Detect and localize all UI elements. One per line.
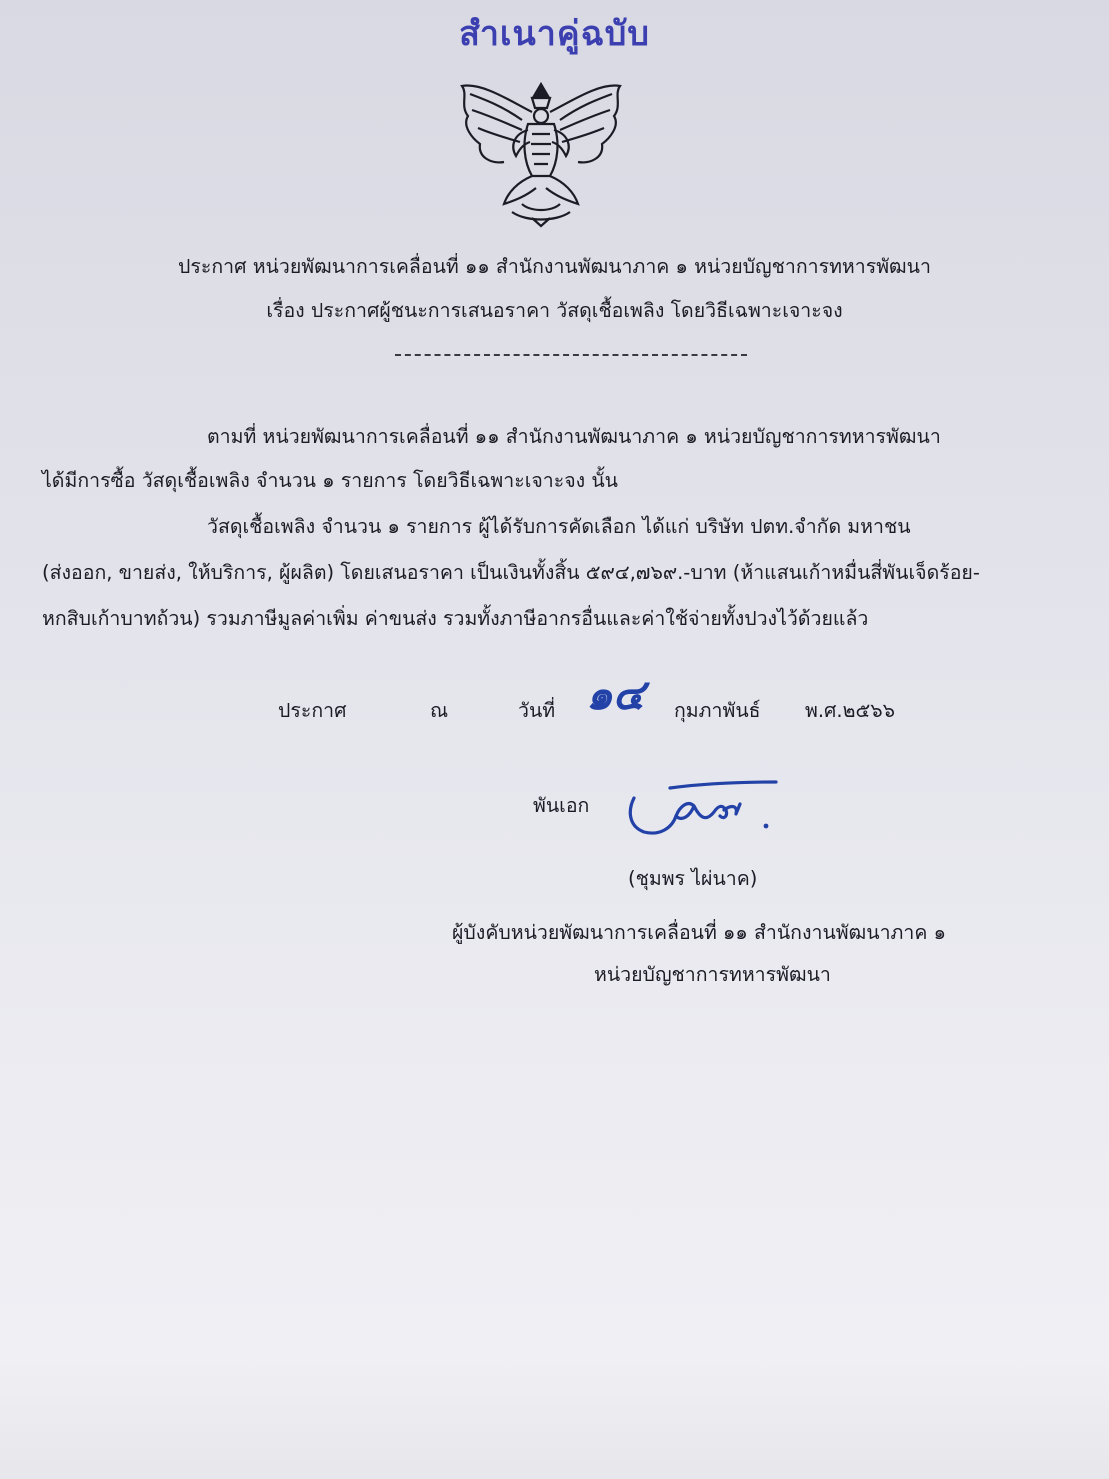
- signer-rank: พันเอก: [533, 794, 590, 817]
- date-day-label: วันที่: [518, 699, 556, 722]
- signer-position-line-1: ผู้บังคับหน่วยพัฒนาการเคลื่อนที่ ๑๑ สำนักงานพัฒนาภาค ๑: [452, 921, 946, 944]
- date-day-handwritten: ๑๔: [586, 670, 645, 719]
- signer-position-line-2: หน่วยบัญชาการทหารพัฒนา: [594, 963, 831, 986]
- divider-line: [395, 354, 747, 356]
- handwritten-signature-icon: [620, 776, 790, 846]
- garuda-emblem-icon: [452, 72, 630, 228]
- header-line-1: ประกาศ หน่วยพัฒนาการเคลื่อนที่ ๑๑ สำนักงานพัฒนาภาค ๑ หน่วยบัญชาการทหารพัฒนา: [178, 255, 931, 278]
- date-month: กุมภาพันธ์: [674, 699, 761, 722]
- body-paragraph-1-line-2: ได้มีการซื้อ วัสดุเชื้อเพลิง จำนวน ๑ รายการ โดยวิธีเฉพาะเจาะจง นั้น: [42, 469, 619, 492]
- body-paragraph-2-line-2: (ส่งออก, ขายส่ง, ให้บริการ, ผู้ผลิต) โดยเสนอราคา เป็นเงินทั้งสิ้น ๕๙๔,๗๖๙.-บาท (ห้าแสนเก้าหมื่นสี่พันเจ็ดร้อย-: [42, 561, 980, 584]
- body-paragraph-2-line-3: หกสิบเก้าบาทถ้วน) รวมภาษีมูลค่าเพิ่ม ค่าขนส่ง รวมทั้งภาษีอากรอื่นและค่าใช้จ่ายทั้งปวงไว้ด้วยแล้ว: [42, 607, 869, 630]
- date-at: ณ: [430, 699, 449, 722]
- header-line-2: เรื่อง ประกาศผู้ชนะการเสนอราคา วัสดุเชื้อเพลิง โดยวิธีเฉพาะเจาะจง: [266, 299, 843, 322]
- page-shadow: [0, 1359, 1109, 1479]
- copy-stamp: สำเนาคู่ฉบับ: [459, 14, 650, 54]
- body-paragraph-1-line-1: ตามที่ หน่วยพัฒนาการเคลื่อนที่ ๑๑ สำนักงานพัฒนาภาค ๑ หน่วยบัญชาการทหารพัฒนา: [207, 425, 941, 448]
- signer-name: (ชุมพร ไผ่นาค): [628, 867, 758, 890]
- date-year: พ.ศ.๒๕๖๖: [805, 699, 895, 722]
- date-announce: ประกาศ: [278, 699, 347, 722]
- body-paragraph-2-line-1: วัสดุเชื้อเพลิง จำนวน ๑ รายการ ผู้ได้รับการคัดเลือก ได้แก่ บริษัท ปตท.จำกัด มหาชน: [207, 515, 911, 538]
